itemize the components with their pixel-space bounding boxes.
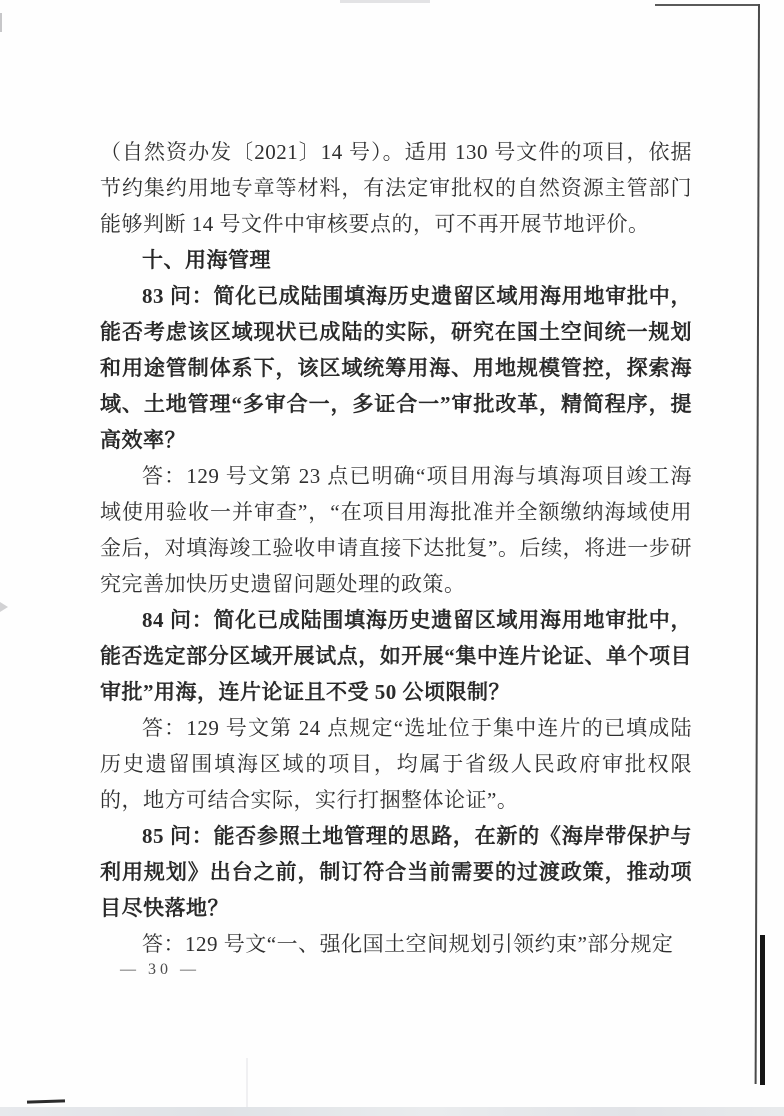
paragraph-continuation: （自然资办发〔2021〕14 号）。适用 130 号文件的项目，依据节约集约用地专章等材料，有法定审批权的自然资源主管部门能够判断 14 号文件中审核要点的，可不再开展节地评价。	[100, 140, 692, 236]
scan-edge-line-right	[755, 4, 760, 1084]
document-body	[100, 134, 692, 962]
paragraph-question: 83 问：简化已成陆围填海历史遗留区域用海用地审批中，能否考虑该区域现状已成陆的实际，研究在国土空间统一规划和用途管制体系下，该区域统筹用海、用地规模管控，探索海域、土地管理“多审合一，多证合一”审批改革，精简程序，提高效率？	[100, 284, 692, 452]
paragraph-answer: 答：129 号文“一、强化国土空间规划引领约束”部分规定	[142, 932, 674, 956]
scan-chevron-left	[0, 602, 8, 612]
scan-dash-bottom-left	[27, 1099, 65, 1103]
scan-edge-line-right-thick	[760, 935, 765, 1085]
paragraph-heading: 十、用海管理	[142, 248, 271, 272]
page-number: — 30 —	[120, 961, 200, 978]
scan-shadow-bottom	[0, 1107, 784, 1116]
scan-tick-left	[0, 13, 2, 32]
paragraph-question: 85 问：能否参照土地管理的思路，在新的《海岸带保护与利用规划》出台之前，制订符合当前需要的过渡政策，推动项目尽快落地？	[100, 824, 692, 920]
scan-edge-line-top	[655, 4, 759, 6]
scan-streak-bottom	[246, 1058, 248, 1108]
paragraph-answer: 答：129 号文第 23 点已明确“项目用海与填海项目竣工海域使用验收一并审查”，“在项目用海批准并全额缴纳海域使用金后，对填海竣工验收申请直接下达批复”。后续，将进一步研究完善加快历史遗留问题处理的政策。	[100, 464, 692, 596]
paragraph-answer: 答：129 号文第 24 点规定“选址位于集中连片的已填成陆历史遗留围填海区域的项目，均属于省级人民政府审批权限的，地方可结合实际，实行打捆整体论证”。	[100, 716, 692, 812]
paragraph-question: 84 问：简化已成陆围填海历史遗留区域用海用地审批中，能否选定部分区域开展试点，如开展“集中连片论证、单个项目审批”用海，连片论证且不受 50 公顷限制？	[100, 608, 692, 704]
scan-smudge-top	[340, 0, 430, 3]
